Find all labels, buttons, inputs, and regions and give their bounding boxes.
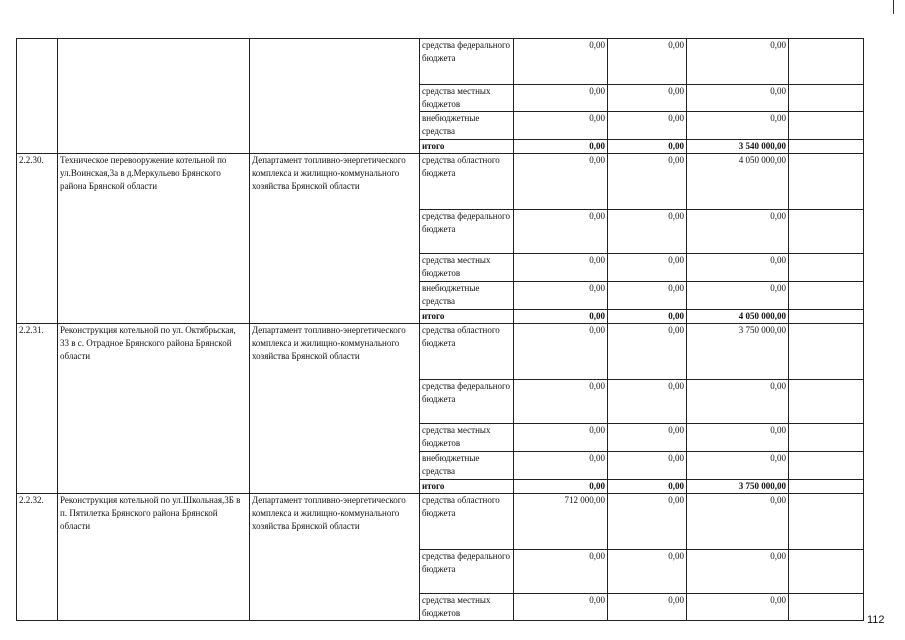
value-cell: 0,00 [514,254,608,282]
funding-source: внебюджетные средства [420,282,514,310]
value-cell: 0,00 [608,594,687,621]
funding-source: средства местных бюджетов [420,594,514,621]
value-cell: 0,00 [608,154,687,210]
value-cell: 3 750 000,00 [687,324,789,380]
value-cell: 0,00 [608,254,687,282]
value-cell: 0,00 [608,550,687,594]
table-row [17,494,864,550]
funding-source: средства областного бюджета [420,154,514,210]
item-number: 2.2.30. [17,154,58,324]
value-cell: 0,00 [608,140,687,154]
budget-table [16,38,864,621]
value-cell: 0,00 [687,210,789,254]
value-cell: 0,00 [514,594,608,621]
value-cell: 0,00 [514,310,608,324]
value-cell: 0,00 [608,112,687,140]
funding-source: средства федерального бюджета [420,550,514,594]
value-cell: 0,00 [687,254,789,282]
funding-source: средства федерального бюджета [420,39,514,85]
value-cell: 0,00 [608,380,687,424]
item-name: Техническое перевооружение котельной по ул.Воинская,3а в д.Меркульево Брянского района Брянской области [58,154,250,324]
funding-source: средства федерального бюджета [420,210,514,254]
value-cell: 0,00 [608,324,687,380]
value-cell: 3 540 000,00 [687,140,789,154]
page-number: 112 [867,614,885,626]
funding-source: средства федерального бюджета [420,380,514,424]
value-cell: 0,00 [514,140,608,154]
value-cell: 0,00 [608,494,687,550]
table-row [17,39,864,85]
scan-edge-mark [893,0,894,14]
item-number: 2.2.31. [17,324,58,494]
value-cell: 0,00 [608,424,687,452]
value-cell: 0,00 [514,452,608,480]
value-cell: 0,00 [687,282,789,310]
value-cell: 0,00 [608,480,687,494]
funding-source: средства местных бюджетов [420,424,514,452]
value-cell: 4 050 000,00 [687,310,789,324]
value-cell: 0,00 [687,494,789,550]
funding-source: средства областного бюджета [420,494,514,550]
funding-source: итого [420,310,514,324]
funding-source: внебюджетные средства [420,112,514,140]
item-name: Реконструкция котельной по ул.Школьная,3Б в п. Пятилетка Брянского района Брянской области [58,494,250,621]
value-cell: 0,00 [687,85,789,112]
item-executor: Департамент топливно-энергетического комплекса и жилищно-коммунального хозяйства Брянской области [250,494,420,621]
value-cell: 0,00 [514,424,608,452]
value-cell: 0,00 [687,594,789,621]
value-cell: 0,00 [687,380,789,424]
table-row [17,324,864,380]
value-cell: 0,00 [608,85,687,112]
funding-source: итого [420,480,514,494]
value-cell: 712 000,00 [514,494,608,550]
item-number: 2.2.32. [17,494,58,621]
value-cell: 0,00 [514,480,608,494]
value-cell: 0,00 [514,112,608,140]
value-cell: 0,00 [514,154,608,210]
value-cell: 0,00 [608,210,687,254]
value-cell: 0,00 [608,452,687,480]
value-cell: 0,00 [514,282,608,310]
value-cell: 0,00 [687,39,789,85]
value-cell: 3 750 000,00 [687,480,789,494]
value-cell: 0,00 [608,282,687,310]
item-name: Реконструкция котельной по ул. Октябрьская, 33 в с. Отрадное Брянского района Брянской области [58,324,250,494]
value-cell: 0,00 [608,310,687,324]
value-cell: 0,00 [687,452,789,480]
value-cell: 0,00 [687,550,789,594]
funding-source: внебюджетные средства [420,452,514,480]
value-cell: 0,00 [514,550,608,594]
value-cell: 0,00 [608,39,687,85]
item-executor: Департамент топливно-энергетического комплекса и жилищно-коммунального хозяйства Брянской области [250,324,420,494]
value-cell: 0,00 [687,424,789,452]
value-cell: 4 050 000,00 [687,154,789,210]
funding-source: итого [420,140,514,154]
value-cell: 0,00 [514,324,608,380]
table-row [17,154,864,210]
value-cell: 0,00 [514,85,608,112]
funding-source: средства областного бюджета [420,324,514,380]
funding-source: средства местных бюджетов [420,85,514,112]
value-cell: 0,00 [687,112,789,140]
item-executor: Департамент топливно-энергетического комплекса и жилищно-коммунального хозяйства Брянской области [250,154,420,324]
value-cell: 0,00 [514,210,608,254]
funding-source: средства местных бюджетов [420,254,514,282]
value-cell: 0,00 [514,380,608,424]
value-cell: 0,00 [514,39,608,85]
